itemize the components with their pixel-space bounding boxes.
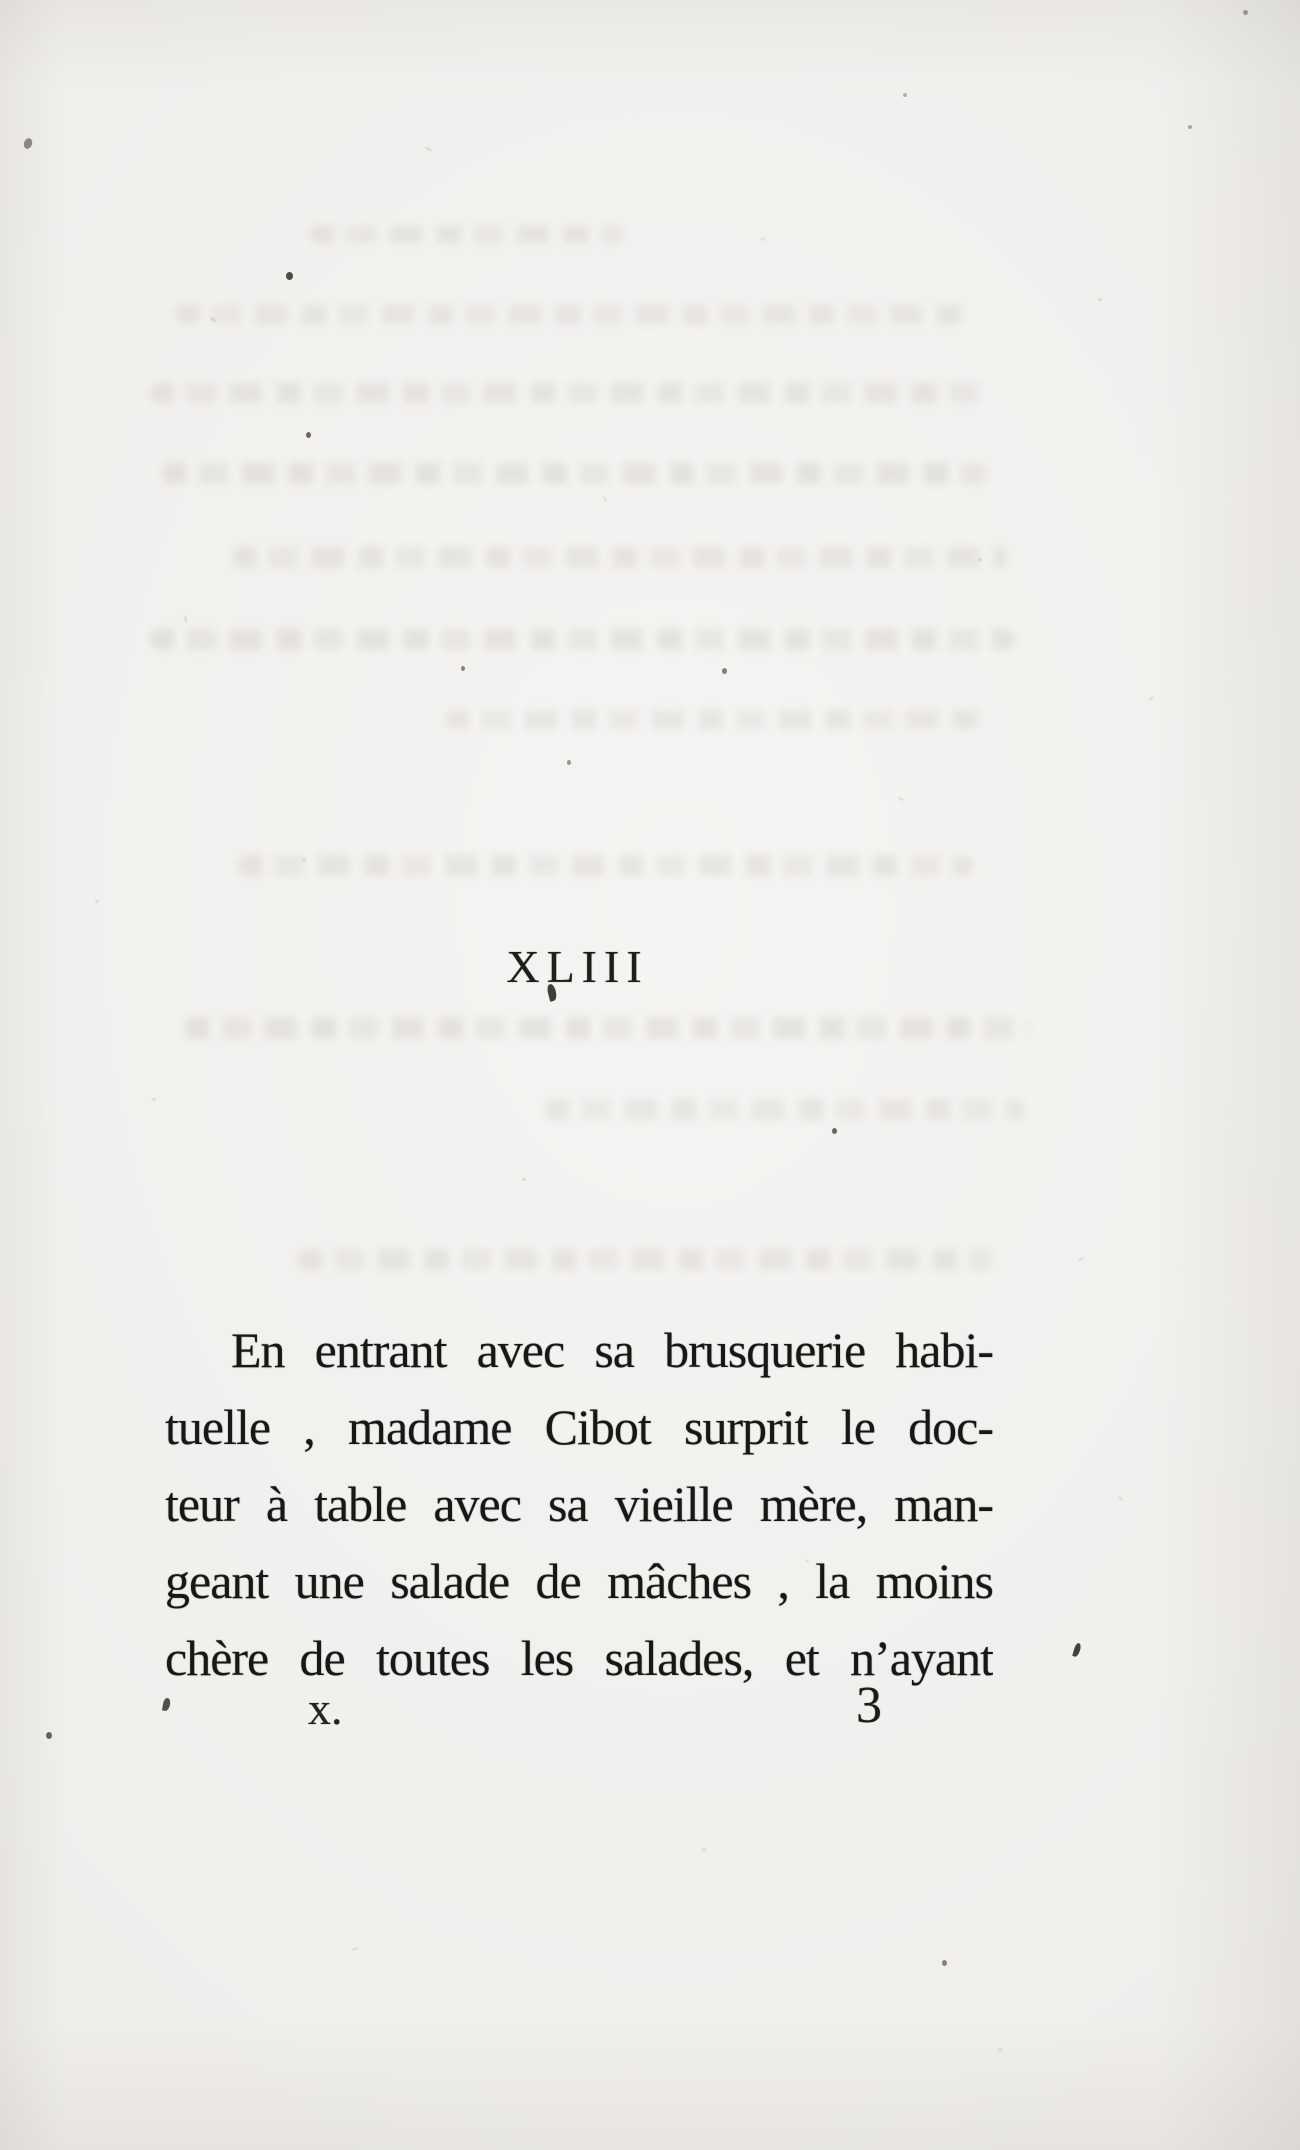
bleed-through-line [238,855,973,876]
ink-speck [998,2048,1002,2051]
ink-speck [352,1947,358,1950]
footer-page-number: 3 [856,1677,882,1734]
chapter-heading: XLIII [506,941,649,992]
ink-speck [898,797,904,801]
paragraph-line: chère de toutes les salades, et n’ayant [165,1630,993,1686]
ink-speck [286,272,293,280]
ink-speck [722,668,727,674]
ink-speck [1243,10,1248,15]
ink-speck [46,1732,52,1739]
ink-speck [152,1098,156,1101]
bleed-through-line [175,305,975,324]
ink-speck [461,666,465,671]
bleed-through-line [445,710,990,729]
bleed-through-line [298,1249,993,1270]
bleed-through-line [232,547,1007,568]
ink-speck [425,146,432,151]
ink-speck [1188,125,1192,129]
bleed-through-line [310,226,625,243]
ink-speck [22,137,33,150]
ink-speck [832,1128,837,1134]
ink-speck [702,1848,706,1851]
ink-speck [162,1697,171,1711]
bleed-through-line [150,383,985,403]
ink-speck [1098,298,1102,301]
ink-speck [760,237,766,241]
bleed-through-line [150,629,1015,650]
body-paragraph [165,1312,993,1697]
paragraph-line: teur à table avec sa vieille mère, man- [165,1476,993,1532]
ink-speck [903,93,907,97]
ink-speck [306,432,311,438]
paragraph-line: tuelle , madame Cibot surprit le doc- [165,1399,993,1455]
ink-speck [1118,1496,1124,1502]
paragraph-line: geant une salade de mâches , la moins [165,1553,993,1609]
bleed-through-line [545,1099,1025,1120]
ink-speck [95,900,99,903]
ink-speck [978,558,982,561]
paragraph-line: En entrant avec sa brusquerie habi- [231,1322,993,1378]
ink-speck [942,1960,947,1966]
ink-speck [302,858,306,861]
ink-speck [1148,696,1154,701]
ink-speck [603,496,608,502]
ink-speck [1072,1642,1082,1657]
ink-speck [522,1178,526,1181]
ink-speck [183,615,187,622]
bleed-through-line [162,463,987,484]
footer-signature-mark: x. [308,1683,343,1734]
ink-speck [1078,1257,1084,1262]
ink-speck [567,760,571,765]
bleed-through-line [185,1017,1030,1039]
